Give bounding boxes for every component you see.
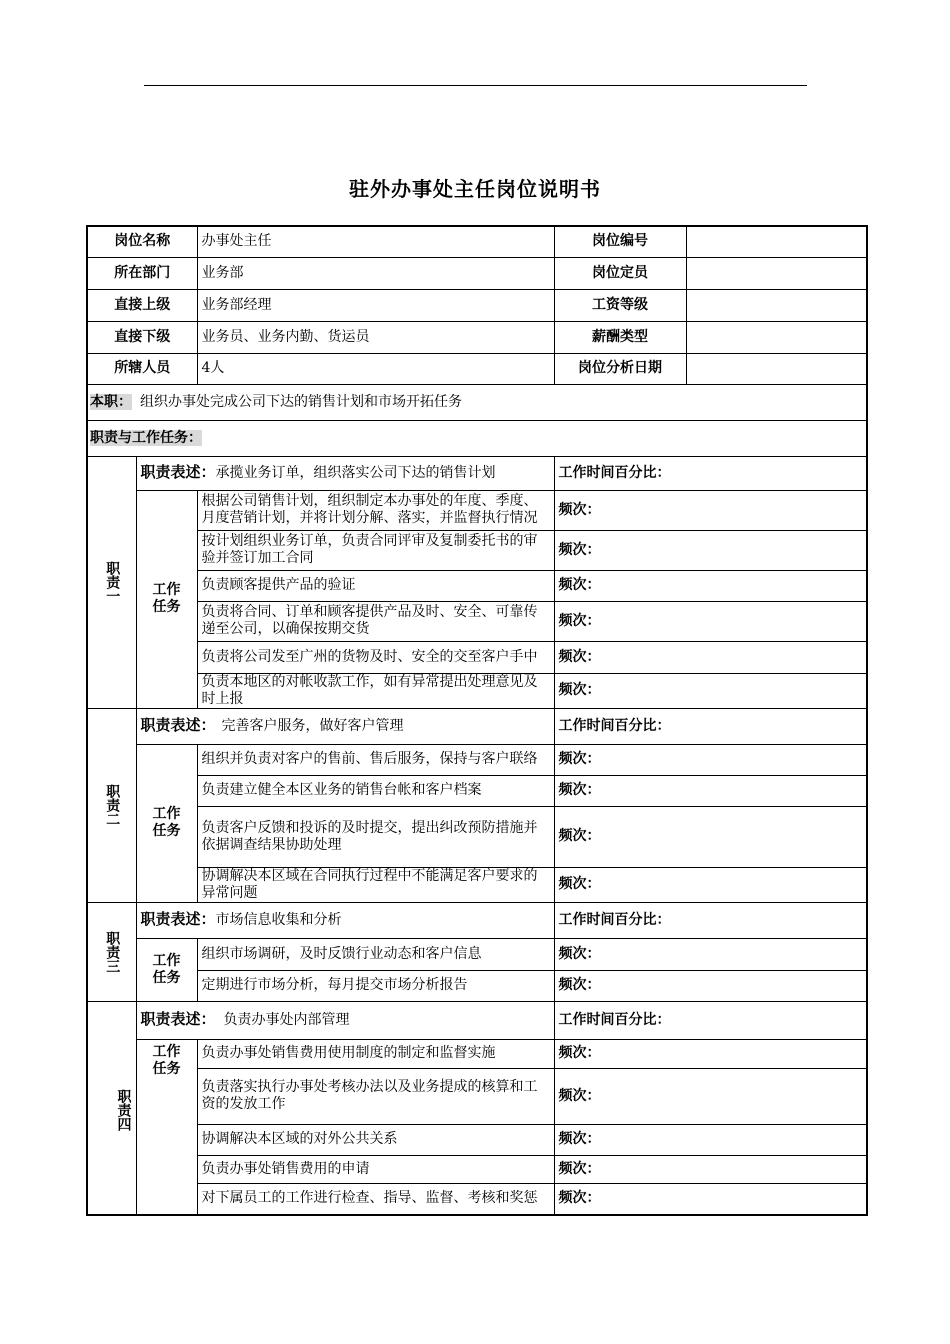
task-row [87, 490, 867, 530]
row-department [87, 257, 867, 289]
duty-1-task-2: 按计划组织业务订单，负责合同评审及复制委托书的审验并签订加工合同 [197, 530, 554, 570]
task-row [87, 641, 867, 673]
duty-2-task-4: 协调解决本区域在合同执行过程中不能满足客户要求的异常问题 [197, 867, 554, 902]
duty-1-task-label [136, 490, 197, 708]
duty-1-task-6: 负责本地区的对帐收款工作，如有异常提出处理意见及时上报 [197, 673, 554, 708]
freq-label: 频次： [554, 775, 867, 806]
document-title: 驻外办事处主任岗位说明书 [349, 177, 601, 201]
row-main-duty [87, 384, 867, 420]
task-row [87, 775, 867, 806]
row-duties-header [87, 420, 867, 456]
duty-1-statement: 承揽业务订单，组织落实公司下达的销售计划 [215, 465, 496, 481]
duty-2-task-3: 负责客户反馈和投诉的及时提交，提出纠改预防措施并依据调查结果协助处理 [197, 806, 554, 867]
duty-4-task-3: 协调解决本区域的对外公共关系 [197, 1124, 554, 1155]
task-label: 工作任务 [152, 952, 181, 986]
duty-4-task-5: 对下属员工的工作进行检查、指导、监督、考核和奖惩 [197, 1183, 554, 1215]
task-row [87, 970, 867, 1001]
duty-3-time-pct: 工作时间百分比： [554, 902, 867, 938]
duty-2-statement-cell [136, 708, 554, 744]
duty-2-task-2: 负责建立健全本区业务的销售台帐和客户档案 [197, 775, 554, 806]
duty-4-statement-cell [136, 1001, 554, 1039]
position-name-label: 岗位名称 [87, 226, 197, 257]
row-subordinate [87, 321, 867, 353]
duty-3-statement: 市场信息收集和分析 [215, 912, 342, 928]
header-rule [144, 85, 807, 86]
duty-1-task-1: 根据公司销售计划，组织制定本办事处的年度、季度、月度营销计划，并将计划分解、落实，并监督执行情况 [197, 490, 554, 530]
duty-3-task-2: 定期进行市场分析，每月提交市场分析报告 [197, 970, 554, 1001]
duty-4-task-2: 负责落实执行办事处考核办法以及业务提成的核算和工资的发放工作 [197, 1068, 554, 1124]
task-row [87, 673, 867, 708]
duty-1-task-3: 负责顾客提供产品的验证 [197, 570, 554, 601]
managed-value: 4人 [197, 353, 554, 384]
duties-header-cell [87, 420, 867, 456]
duty-1-statement-cell [136, 456, 554, 490]
superior-value: 业务部经理 [197, 289, 554, 321]
statement-label: 职责表述： [140, 910, 216, 928]
duty-4-task-label [136, 1039, 197, 1215]
freq-label: 频次： [554, 673, 867, 708]
freq-label: 频次： [554, 1124, 867, 1155]
freq-label: 频次： [554, 806, 867, 867]
headcount-value [686, 257, 867, 289]
duty-4-statement-row [87, 1001, 867, 1039]
freq-label: 频次： [554, 530, 867, 570]
freq-label: 频次： [554, 1183, 867, 1215]
duty-2-task-label [136, 744, 197, 902]
department-value: 业务部 [197, 257, 554, 289]
main-duty-cell [87, 384, 867, 420]
department-label: 所在部门 [87, 257, 197, 289]
freq-label: 频次： [554, 867, 867, 902]
task-row [87, 1039, 867, 1068]
task-row [87, 938, 867, 970]
task-row [87, 530, 867, 570]
task-label: 工作任务 [152, 1043, 181, 1077]
freq-label: 频次： [554, 570, 867, 601]
task-row [87, 867, 867, 902]
duty-2-name: 职责二 [87, 708, 136, 902]
duty-4-name: 职责四 [87, 1001, 136, 1215]
row-superior [87, 289, 867, 321]
freq-label: 频次： [554, 938, 867, 970]
task-row [87, 570, 867, 601]
duty-3-statement-cell [136, 902, 554, 938]
duty-3-task-label [136, 938, 197, 1001]
duty-1-name: 职责一 [87, 456, 136, 708]
statement-label: 职责表述： [140, 1010, 216, 1028]
row-position-name [87, 226, 867, 257]
duty-3-task-1: 组织市场调研，及时反馈行业动态和客户信息 [197, 938, 554, 970]
managed-label: 所辖人员 [87, 353, 197, 384]
freq-label: 频次： [554, 1039, 867, 1068]
task-row [87, 1068, 867, 1124]
task-row [87, 744, 867, 775]
task-row [87, 806, 867, 867]
duty-4-statement: 负责办事处内部管理 [223, 1012, 350, 1028]
wage-grade-label: 工资等级 [554, 289, 686, 321]
salary-type-value [686, 321, 867, 353]
duty-3-name: 职责三 [87, 902, 136, 1001]
task-row [87, 1155, 867, 1183]
freq-label: 频次： [554, 641, 867, 673]
position-no-label: 岗位编号 [554, 226, 686, 257]
freq-label: 频次： [554, 744, 867, 775]
headcount-label: 岗位定员 [554, 257, 686, 289]
task-row [87, 1124, 867, 1155]
freq-label: 频次： [554, 601, 867, 641]
analysis-date-value [686, 353, 867, 384]
row-managed [87, 353, 867, 384]
subordinate-label: 直接下级 [87, 321, 197, 353]
duty-3-statement-row [87, 902, 867, 938]
duty-4-task-1: 负责办事处销售费用使用制度的制定和监督实施 [197, 1039, 554, 1068]
wage-grade-value [686, 289, 867, 321]
task-label: 工作任务 [152, 806, 181, 839]
duty-1-statement-row [87, 456, 867, 490]
statement-label: 职责表述： [140, 463, 216, 481]
position-name-value: 办事处主任 [197, 226, 554, 257]
duty-2-statement-row [87, 708, 867, 744]
subordinate-value: 业务员、业务内勤、货运员 [197, 321, 554, 353]
duty-1-task-5: 负责将公司发至广州的货物及时、安全的交至客户手中 [197, 641, 554, 673]
salary-type-label: 薪酬类型 [554, 321, 686, 353]
task-row [87, 601, 867, 641]
analysis-date-label: 岗位分析日期 [554, 353, 686, 384]
task-row [87, 1183, 867, 1215]
duty-4-time-pct: 工作时间百分比： [554, 1001, 867, 1039]
duties-header: 职责与工作任务： [90, 429, 202, 446]
freq-label: 频次： [554, 1155, 867, 1183]
freq-label: 频次： [554, 970, 867, 1001]
freq-label: 频次： [554, 490, 867, 530]
duty-2-task-1: 组织并负责对客户的售前、售后服务，保持与客户联络 [197, 744, 554, 775]
position-no-value [686, 226, 867, 257]
main-duty-label: 本职： [90, 393, 132, 410]
duty-4-task-4: 负责办事处销售费用的申请 [197, 1155, 554, 1183]
freq-label: 频次： [554, 1068, 867, 1124]
duty-1-time-pct: 工作时间百分比： [554, 456, 867, 490]
superior-label: 直接上级 [87, 289, 197, 321]
statement-label: 职责表述： [140, 716, 216, 734]
job-description-table [86, 225, 868, 1216]
task-label: 工作任务 [152, 582, 181, 615]
duty-2-time-pct: 工作时间百分比： [554, 708, 867, 744]
main-duty-text: 组织办事处完成公司下达的销售计划和市场开拓任务 [140, 393, 462, 410]
duty-1-task-4: 负责将合同、订单和顾客提供产品及时、安全、可靠传递至公司，以确保按期交货 [197, 601, 554, 641]
duty-2-statement: 完善客户服务，做好客户管理 [221, 718, 404, 734]
